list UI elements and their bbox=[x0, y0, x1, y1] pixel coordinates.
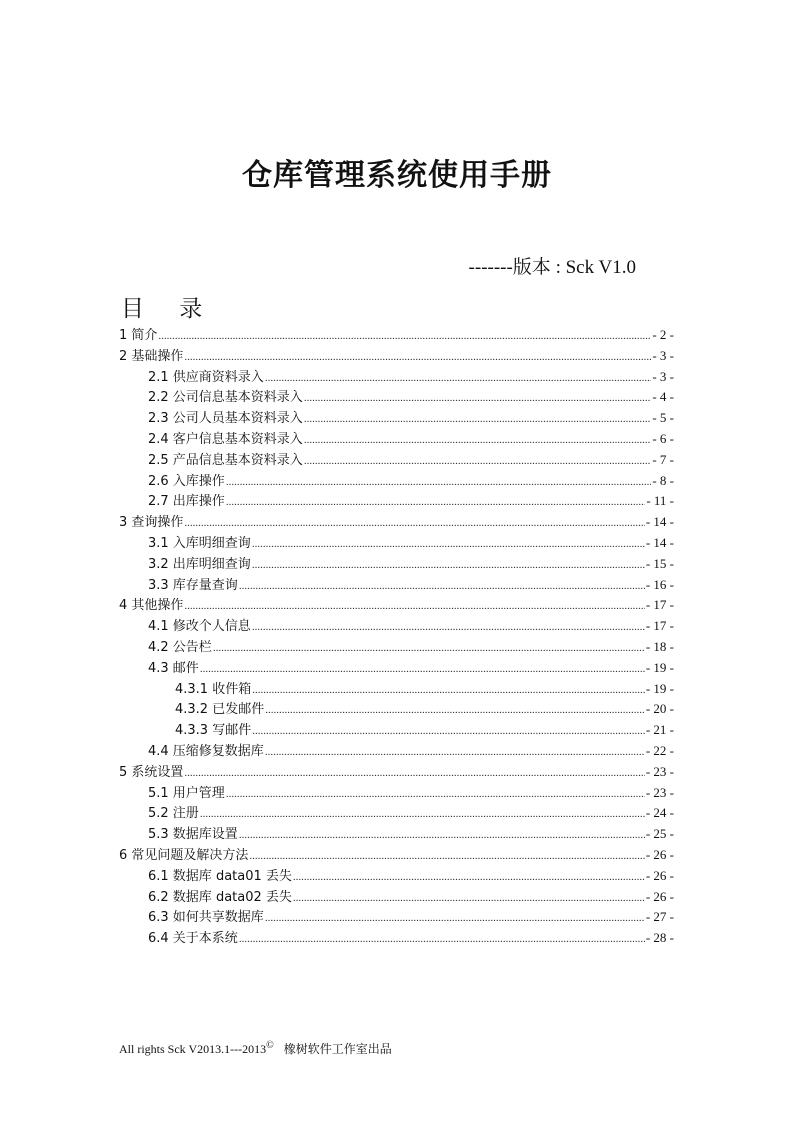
toc-entry[interactable] bbox=[119, 679, 674, 700]
toc-leader-dots bbox=[184, 513, 644, 534]
toc-leader-dots bbox=[265, 742, 645, 763]
toc-entry[interactable] bbox=[119, 887, 674, 908]
toc-entry-label: 2.1 供应商资料录入 bbox=[148, 369, 264, 385]
toc-entry[interactable] bbox=[119, 387, 674, 408]
toc-leader-dots bbox=[200, 659, 645, 680]
toc-entry-label: 6.3 如何共享数据库 bbox=[148, 910, 264, 926]
toc-entry[interactable] bbox=[119, 429, 674, 450]
toc-leader-dots bbox=[226, 784, 645, 805]
toc-entry-page: - 3 - bbox=[652, 347, 674, 363]
toc-entry-label: 2.2 公司信息基本资料录入 bbox=[148, 390, 303, 406]
toc-entry-page: - 14 - bbox=[645, 514, 674, 530]
toc-leader-dots bbox=[184, 763, 644, 784]
toc-entry[interactable] bbox=[119, 928, 674, 949]
toc-leader-dots bbox=[252, 555, 645, 576]
toc-entry[interactable] bbox=[119, 616, 674, 637]
toc-entry-label: 4 其他操作 bbox=[119, 598, 184, 614]
toc-entry[interactable] bbox=[119, 325, 674, 346]
toc-entry[interactable] bbox=[119, 762, 674, 783]
toc-entry[interactable] bbox=[119, 512, 674, 533]
toc-entry-page: - 25 - bbox=[645, 826, 674, 842]
toc-leader-dots bbox=[184, 596, 644, 617]
toc-entry[interactable] bbox=[119, 367, 674, 388]
toc-entry[interactable] bbox=[119, 575, 674, 596]
toc-entry-page: - 15 - bbox=[645, 555, 674, 571]
toc-entry-page: - 26 - bbox=[645, 846, 674, 862]
toc-entry[interactable] bbox=[119, 741, 674, 762]
document-title: 仓库管理系统使用手册 bbox=[242, 158, 552, 193]
toc-entry[interactable] bbox=[119, 346, 674, 367]
toc-entry[interactable] bbox=[119, 866, 674, 887]
toc-entry[interactable] bbox=[119, 450, 674, 471]
toc-leader-dots bbox=[265, 908, 645, 929]
toc-entry[interactable] bbox=[119, 824, 674, 845]
toc-leader-dots bbox=[213, 638, 645, 659]
toc-entry-label: 2.7 出库操作 bbox=[148, 494, 225, 510]
toc-leader-dots bbox=[226, 492, 646, 513]
toc-entry[interactable] bbox=[119, 554, 674, 575]
toc-entry-page: - 21 - bbox=[645, 722, 674, 738]
toc-leader-dots bbox=[252, 680, 645, 701]
footer-rights: All rights Sck V2013.1---2013 bbox=[119, 1042, 267, 1056]
toc-entry[interactable] bbox=[119, 491, 674, 512]
toc-leader-dots bbox=[239, 576, 645, 597]
toc-entry-label: 2.3 公司人员基本资料录入 bbox=[148, 411, 303, 427]
toc-entry-page: - 22 - bbox=[645, 742, 674, 758]
toc-entry-page: - 4 - bbox=[652, 389, 674, 405]
toc-entry-page: - 27 - bbox=[645, 909, 674, 925]
toc-entry-label: 2.6 入库操作 bbox=[148, 473, 225, 489]
toc-entry-page: - 17 - bbox=[645, 618, 674, 634]
toc-entry-page: - 23 - bbox=[645, 763, 674, 779]
toc-leader-dots bbox=[239, 825, 645, 846]
toc-entry-label: 4.3 邮件 bbox=[148, 660, 199, 676]
toc-entry-label: 6.1 数据库 data01 丢失 bbox=[148, 868, 292, 884]
toc-entry-page: - 14 - bbox=[645, 534, 674, 550]
toc-entry-page: - 6 - bbox=[652, 430, 674, 446]
toc-entry-page: - 17 - bbox=[645, 597, 674, 613]
table-of-contents bbox=[119, 325, 674, 949]
toc-entry-page: - 20 - bbox=[645, 701, 674, 717]
toc-entry-label: 6.2 数据库 data02 丢失 bbox=[148, 889, 292, 905]
toc-leader-dots bbox=[200, 804, 645, 825]
toc-entry-label: 4.3.2 已发邮件 bbox=[175, 702, 265, 718]
toc-entry-label: 4.3.1 收件箱 bbox=[175, 681, 252, 697]
version-label: -------版本 : Sck V1.0 bbox=[468, 257, 636, 278]
footer bbox=[119, 1040, 392, 1057]
toc-leader-dots bbox=[239, 929, 645, 950]
toc-leader-dots bbox=[226, 472, 652, 493]
toc-entry-label: 3.3 库存量查询 bbox=[148, 577, 238, 593]
toc-leader-dots bbox=[304, 451, 652, 472]
toc-entry-label: 6.4 关于本系统 bbox=[148, 931, 238, 947]
toc-entry[interactable] bbox=[119, 637, 674, 658]
toc-leader-dots bbox=[249, 846, 644, 867]
toc-entry-label: 3.1 入库明细查询 bbox=[148, 535, 251, 551]
toc-entry-page: - 16 - bbox=[645, 576, 674, 592]
toc-entry[interactable] bbox=[119, 907, 674, 928]
toc-entry-label: 2.5 产品信息基本资料录入 bbox=[148, 452, 303, 468]
toc-entry[interactable] bbox=[119, 720, 674, 741]
toc-leader-dots bbox=[265, 700, 645, 721]
toc-leader-dots bbox=[184, 347, 651, 368]
toc-entry-label: 6 常见问题及解决方法 bbox=[119, 847, 249, 863]
toc-entry-page: - 28 - bbox=[645, 930, 674, 946]
footer-studio: 橡树软件工作室出品 bbox=[283, 1042, 392, 1056]
toc-entry-label: 2.4 客户信息基本资料录入 bbox=[148, 431, 303, 447]
toc-leader-dots bbox=[293, 867, 645, 888]
toc-leader-dots bbox=[293, 888, 645, 909]
toc-entry-label: 4.1 修改个人信息 bbox=[148, 619, 251, 635]
copyright-symbol: © bbox=[266, 1040, 274, 1051]
toc-entry-label: 5.2 注册 bbox=[148, 806, 199, 822]
toc-entry-label: 5.3 数据库设置 bbox=[148, 827, 238, 843]
toc-entry-page: - 5 - bbox=[652, 410, 674, 426]
toc-leader-dots bbox=[252, 534, 645, 555]
toc-entry[interactable] bbox=[119, 783, 674, 804]
toc-leader-dots bbox=[304, 430, 652, 451]
toc-leader-dots bbox=[304, 388, 652, 409]
toc-heading: 目 录 bbox=[121, 296, 217, 322]
toc-entry-page: - 26 - bbox=[645, 888, 674, 904]
toc-entry-page: - 26 - bbox=[645, 867, 674, 883]
toc-entry-label: 1 简介 bbox=[119, 328, 158, 343]
toc-entry-label: 3 查询操作 bbox=[119, 515, 184, 531]
toc-entry[interactable] bbox=[119, 699, 674, 720]
toc-entry-label: 5.1 用户管理 bbox=[148, 785, 225, 801]
toc-entry-page: - 24 - bbox=[645, 805, 674, 821]
toc-entry-page: - 8 - bbox=[652, 472, 674, 488]
toc-entry-label: 4.3.3 写邮件 bbox=[175, 723, 252, 739]
toc-entry[interactable] bbox=[119, 471, 674, 492]
toc-entry[interactable] bbox=[119, 658, 674, 679]
toc-entry-page: - 19 - bbox=[645, 680, 674, 696]
toc-entry-page: - 23 - bbox=[645, 784, 674, 800]
toc-leader-dots bbox=[158, 326, 651, 347]
toc-entry-label: 4.4 压缩修复数据库 bbox=[148, 743, 264, 759]
toc-entry-label: 3.2 出库明细查询 bbox=[148, 556, 251, 572]
toc-entry[interactable] bbox=[119, 408, 674, 429]
toc-entry-page: - 2 - bbox=[652, 327, 674, 342]
toc-leader-dots bbox=[252, 721, 645, 742]
toc-entry-page: - 7 - bbox=[652, 451, 674, 467]
toc-leader-dots bbox=[252, 617, 645, 638]
toc-entry[interactable] bbox=[119, 803, 674, 824]
toc-entry[interactable] bbox=[119, 533, 674, 554]
toc-entry-page: - 11 - bbox=[646, 493, 674, 509]
toc-entry-page: - 18 - bbox=[645, 638, 674, 654]
toc-leader-dots bbox=[304, 409, 652, 430]
toc-entry-label: 2 基础操作 bbox=[119, 348, 184, 364]
toc-entry[interactable] bbox=[119, 845, 674, 866]
toc-entry-page: - 19 - bbox=[645, 659, 674, 675]
toc-entry[interactable] bbox=[119, 595, 674, 616]
toc-entry-label: 5 系统设置 bbox=[119, 764, 184, 780]
toc-leader-dots bbox=[265, 368, 652, 389]
toc-entry-label: 4.2 公告栏 bbox=[148, 639, 212, 655]
toc-entry-page: - 3 - bbox=[652, 368, 674, 384]
